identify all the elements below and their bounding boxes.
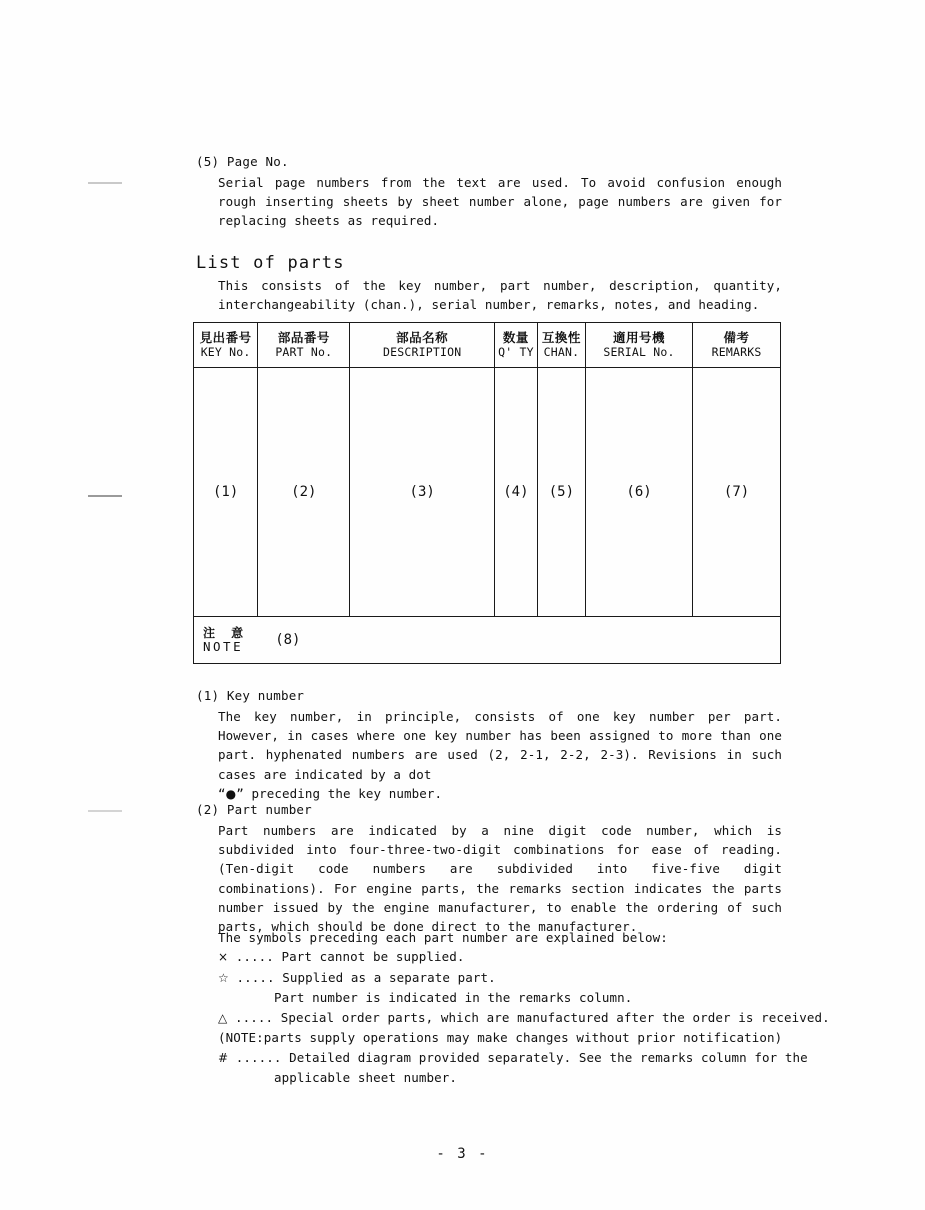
note-marker: (8) <box>275 632 301 648</box>
column-header-qty <box>494 323 537 368</box>
symbols-legend <box>196 928 830 1088</box>
section-part-number-heading: (2) Part number <box>196 802 312 817</box>
column-header-key-no-en: KEY No. <box>200 345 251 359</box>
legend-item-detailed-diagram <box>218 1048 808 1069</box>
legend-item-separate-part <box>218 968 782 989</box>
column-header-remarks <box>693 323 781 368</box>
column-header-qty-en: Q' TY <box>498 345 534 359</box>
section-page-no-paragraph: Serial page numbers from the text are used. To avoid confusion enough rough inserting sheets by sheet number alone, page numbers are given for replacing sheets as required. <box>218 175 782 229</box>
section-part-number-paragraph: Part numbers are indicated by a nine digit code number, which is subdivided into four-three-two-digit combinations for ease of reading. (Ten-digit code numbers are subdivided into five-five digit combinations). For engine parts, the remarks section indicates the parts number issued by the engine manufacturer, to enable the ordering of such parts, which should be done direct to the manufacturer. <box>218 823 782 935</box>
legend-item-cannot-supply-text: ..... Part cannot be supplied. <box>228 949 465 965</box>
margin-tick-mark <box>88 810 122 812</box>
hash-symbol-icon: # <box>218 1050 229 1065</box>
column-header-chan <box>537 323 585 368</box>
symbols-intro: The symbols preceding each part number are explained below: <box>218 930 668 945</box>
triangle-symbol-icon: △ <box>218 1010 228 1025</box>
table-row <box>194 368 781 617</box>
section-key-number-paragraph: The key number, in principle, consists of one key number per part. However, in cases where one key number has been assigned to more than one part. hyphenated numbers are used (2, 2-1, 2-2, 2-3). Revisions in such cases are indicated by a dot <box>218 709 782 782</box>
column-header-serial-no-en: SERIAL No. <box>603 345 675 359</box>
cell-marker-qty: (4) <box>494 368 537 617</box>
cell-marker-serial-no: (6) <box>586 368 693 617</box>
star-symbol-icon: ☆ <box>218 970 229 985</box>
note-label-en: NOTE <box>203 639 244 654</box>
section-part-number <box>196 800 782 936</box>
legend-item-detailed-diagram-text: ...... Detailed diagram provided separately. See the remarks column for the <box>228 1049 808 1065</box>
page-number-footer: - 3 - <box>436 1146 489 1162</box>
section-key-number <box>196 686 782 804</box>
section-key-number-heading: (1) Key number <box>196 688 305 703</box>
note-label-jp: 注 意 <box>203 626 250 640</box>
column-header-chan-jp: 互換性 <box>541 330 581 345</box>
column-header-description <box>350 323 495 368</box>
note-cell <box>194 617 781 664</box>
column-header-serial-no-jp: 適用号機 <box>613 330 666 345</box>
column-header-qty-jp: 数量 <box>502 330 529 345</box>
column-header-remarks-en: REMARKS <box>711 345 762 359</box>
column-header-description-en: DESCRIPTION <box>382 345 462 359</box>
table-header-row <box>194 323 781 368</box>
parts-list-table <box>193 322 781 664</box>
margin-tick-mark <box>88 495 122 497</box>
margin-tick-mark <box>88 182 122 184</box>
column-header-description-jp: 部品名称 <box>396 330 449 345</box>
legend-item-special-order-text: ..... Special order parts, which are manufactured after the order is received. <box>227 1009 830 1025</box>
cell-marker-chan: (5) <box>537 368 585 617</box>
dot-line-suffix: ” preceding the key number. <box>236 785 443 801</box>
column-header-part-no <box>258 323 350 368</box>
column-header-serial-no <box>586 323 693 368</box>
column-header-key-no-jp: 見出番号 <box>199 330 252 345</box>
cross-symbol-icon: × <box>218 950 229 965</box>
table-note-row <box>194 617 781 664</box>
list-of-parts-paragraph: This consists of the key number, part number, description, quantity, interchangeability (chan.), serial number, remarks, notes, and heading. <box>218 278 782 313</box>
column-header-chan-en: CHAN. <box>543 345 580 359</box>
column-header-part-no-en: PART No. <box>275 345 333 359</box>
legend-item-remarks-column-note: Part number is indicated in the remarks column. <box>274 990 633 1006</box>
quote-open: “ <box>218 785 226 801</box>
legend-item-special-order <box>218 1008 830 1029</box>
legend-item-separate-part-text: ..... Supplied as a separate part. <box>228 969 496 985</box>
cell-marker-part-no: (2) <box>258 368 350 617</box>
legend-item-supply-note: (NOTE:parts supply operations may make changes without prior notification) <box>218 1030 783 1046</box>
column-header-key-no <box>194 323 258 368</box>
cell-marker-remarks: (7) <box>693 368 781 617</box>
legend-item-sheet-number: applicable sheet number. <box>274 1070 458 1086</box>
column-header-part-no-jp: 部品番号 <box>277 330 330 345</box>
section-page-no-heading: (5) Page No. <box>196 154 289 169</box>
column-header-remarks-jp: 備考 <box>723 330 750 345</box>
section-list-of-parts <box>196 252 782 314</box>
cell-marker-key-no: (1) <box>194 368 258 617</box>
filled-dot-icon: ● <box>225 786 237 801</box>
legend-item-cannot-supply <box>218 947 782 968</box>
section-page-no <box>196 152 782 231</box>
cell-marker-description: (3) <box>350 368 495 617</box>
list-of-parts-title: List of parts <box>196 253 345 273</box>
